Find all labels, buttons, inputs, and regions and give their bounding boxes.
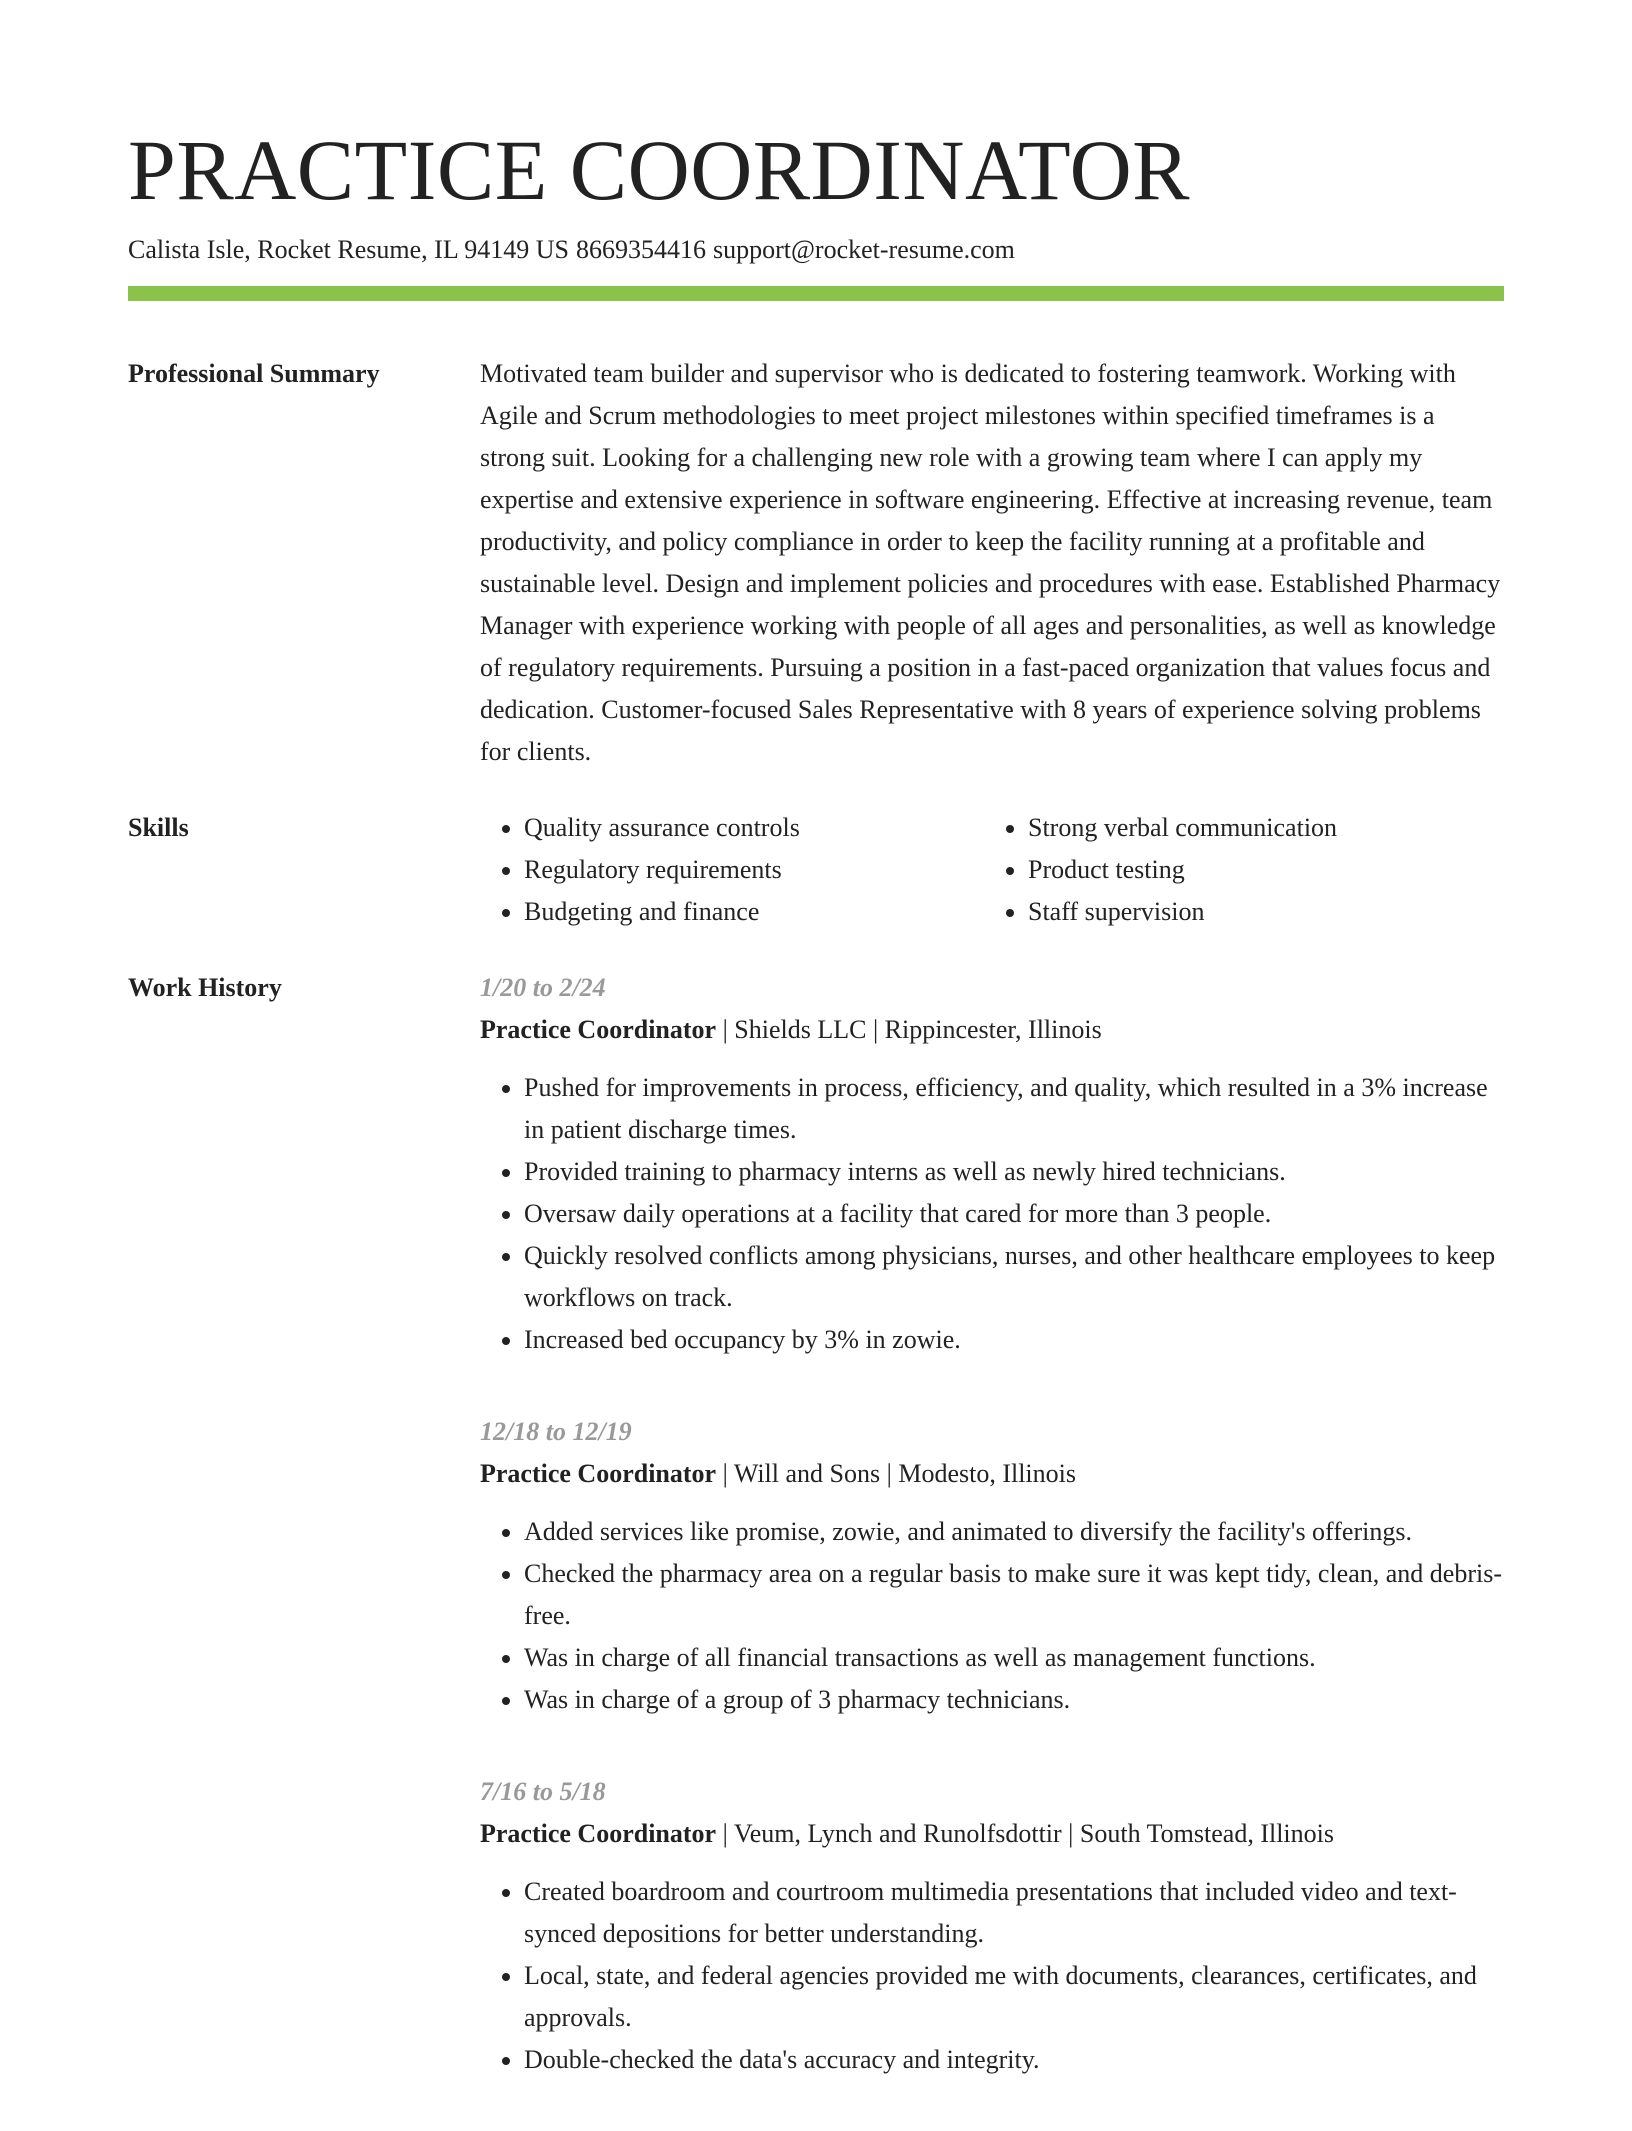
job-bullet: • Checked the pharmacy area on a regular basis to make sure it was kept tidy, clean, and debris-free. [524,1553,1504,1637]
job-bullet: • Was in charge of a group of 3 pharmacy technicians. [524,1679,1504,1721]
work-history-body [480,967,1504,2131]
summary-section [128,353,1504,773]
resume-name-heading: PRACTICE COORDINATOR [128,122,1191,218]
summary-text: Motivated team builder and supervisor who is dedicated to fostering teamwork. Working with Agile and Scrum methodologies to meet project milestones within specified timeframes is a strong suit. Looking for a challenging new role with a growing team where I can apply my expertise and extensive experience in software engineering. Effective at increasing revenue, team productivity, and policy compliance in order to keep the facility running at a profitable and sustainable level. Design and implement policies and procedures with ease. Established Pharmacy Manager with experience working with people of all ages and personalities, as well as knowledge of regulatory requirements. Pursuing a position in a fast-paced organization that values focus and dedication. Customer-focused Sales Representative with 8 years of experience solving problems for clients. [480,359,1501,766]
job-employer-location: | Veum, Lynch and Runolfsdottir | South Tomstead, Illinois [716,1819,1334,1848]
job-bullet: • Double-checked the data's accuracy and integrity. [524,2039,1504,2081]
summary-body [480,353,1504,773]
work-history-title: Work History [128,973,282,1002]
skill-item: • Staff supervision [1028,891,1504,933]
resume-page [128,120,1504,2131]
skills-list-right [984,807,1504,933]
job-employer-location: | Shields LLC | Rippincester, Illinois [716,1015,1102,1044]
job-bullets [480,1067,1504,1361]
job-bullet: • Was in charge of all financial transactions as well as management functions. [524,1637,1504,1679]
job-dates: 7/16 to 5/18 [480,1777,606,1806]
skill-item: • Budgeting and finance [524,891,984,933]
skills-section [128,807,1504,933]
job-entry [480,1771,1504,2081]
job-title: Practice Coordinator [480,1819,717,1848]
job-dates: 1/20 to 2/24 [480,973,606,1002]
job-bullet: • Added services like promise, zowie, and animated to diversify the facility's offerings. [524,1511,1504,1553]
skills-title: Skills [128,813,189,842]
job-bullets [480,1871,1504,2081]
job-employer-location: | Will and Sons | Modesto, Illinois [716,1459,1076,1488]
job-title-line [480,1813,1504,1855]
skill-item: • Regulatory requirements [524,849,984,891]
accent-divider [128,286,1504,301]
contact-phone: 8669354416 [575,235,706,264]
job-bullet: • Pushed for improvements in process, efficiency, and quality, which resulted in a 3% increase in patient discharge times. [524,1067,1504,1151]
skill-item: • Quality assurance controls [524,807,984,849]
job-entry [480,967,1504,1361]
job-bullet: • Local, state, and federal agencies provided me with documents, clearances, certificates, and approvals. [524,1955,1504,2039]
job-title-line [480,1453,1504,1495]
summary-title: Professional Summary [128,359,380,388]
job-entry [480,1411,1504,1721]
contact-address: Calista Isle, Rocket Resume, IL 94149 US [128,235,569,264]
job-bullet: • Oversaw daily operations at a facility that cared for more than 3 people. [524,1193,1504,1235]
contact-line [128,232,1504,268]
job-bullet: • Quickly resolved conflicts among physicians, nurses, and other healthcare employees to keep workflows on track. [524,1235,1504,1319]
job-dates: 12/18 to 12/19 [480,1417,632,1446]
skill-item: • Strong verbal communication [1028,807,1504,849]
job-title: Practice Coordinator [480,1015,717,1044]
job-title-line [480,1009,1504,1051]
skills-list-left [480,807,984,933]
job-bullet: • Provided training to pharmacy interns as well as newly hired technicians. [524,1151,1504,1193]
contact-email: support@rocket-resume.com [712,235,1015,264]
skills-grid [480,807,1504,933]
job-bullet: • Increased bed occupancy by 3% in zowie. [524,1319,1504,1361]
work-history-section [128,967,1504,2131]
skill-item: • Product testing [1028,849,1504,891]
job-bullets [480,1511,1504,1721]
job-title: Practice Coordinator [480,1459,717,1488]
job-bullet: • Created boardroom and courtroom multimedia presentations that included video and text-synced depositions for better understanding. [524,1871,1504,1955]
